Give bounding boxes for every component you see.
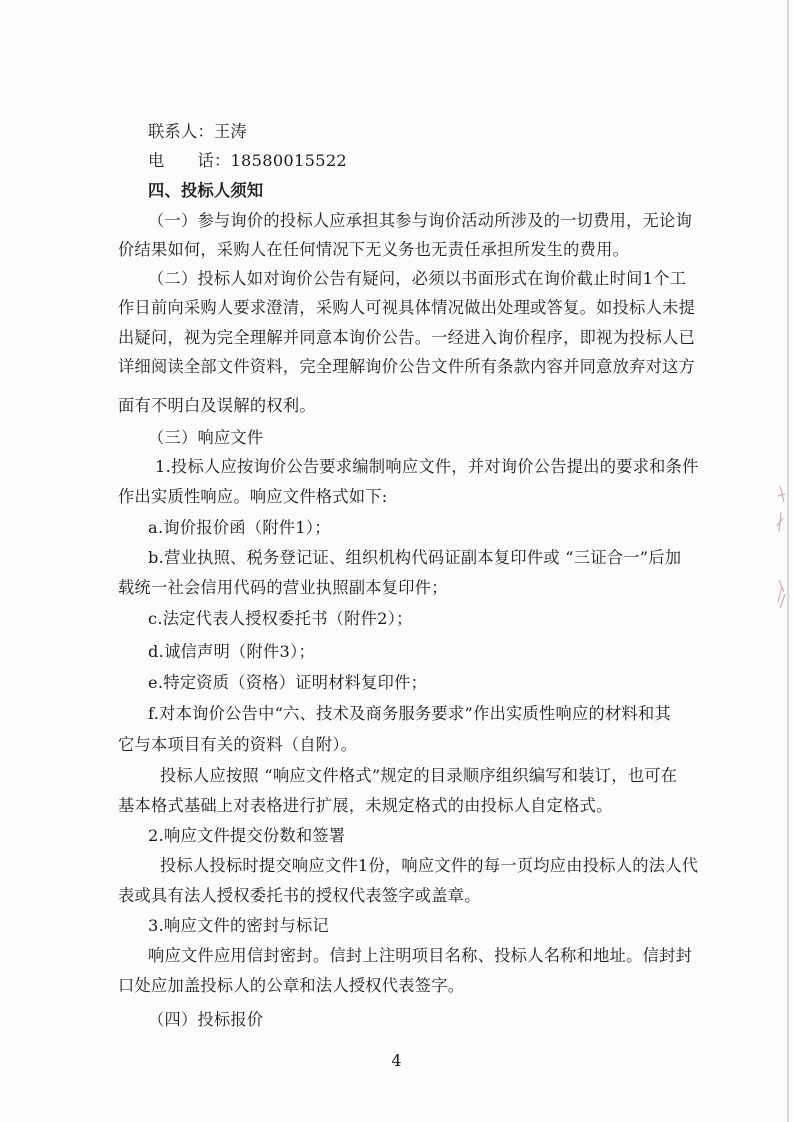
subsection-title: （四）投标报价: [148, 1010, 264, 1029]
paragraph-line: 作出实质性响应。响应文件格式如下:: [118, 487, 388, 506]
paragraph-line: 投标人应按照 “响应文件格式”规定的目录顺序组织编写和装订，也可在: [160, 766, 678, 785]
contact-person: 联系人：王涛: [148, 122, 247, 141]
paragraph-line: 1.投标人应按询价公告要求编制响应文件，并对询价公告提出的要求和条件: [155, 457, 699, 476]
paragraph-line: 投标人投标时提交响应文件1份，响应文件的每一页均应由投标人的法人代: [160, 856, 699, 875]
list-item-continuation: 它与本项目有关的资料（自附）。: [118, 735, 358, 754]
list-item: a.询价报价函（附件1）；: [148, 518, 331, 537]
paragraph-line: 响应文件应用信封密封。信封上注明项目名称、投标人名称和地址。信封封: [148, 946, 693, 965]
list-item: c.法定代表人授权委托书（附件2）；: [148, 609, 413, 628]
stamp-mark: [777, 486, 785, 532]
paragraph-line: 面有不明白及误解的权利。: [118, 396, 316, 415]
paragraph-line: 出疑问，视为完全理解并同意本询价公告。一经进入询价程序，即视为投标人已: [118, 328, 696, 347]
subsection-title: （三）响应文件: [148, 428, 264, 447]
contact-phone: [148, 153, 723, 169]
list-item: b.营业执照、税务登记证、组织机构代码证副本复印件或 “三证合一”后加: [148, 548, 682, 567]
list-item-continuation: 载统一社会信用代码的营业执照副本复印件；: [118, 578, 448, 597]
stamp-mark: [778, 580, 785, 608]
phone-number: 18580015522: [230, 151, 348, 170]
list-item: d.诚信声明（附件3）；: [148, 642, 315, 661]
stamp-trace-marks: [770, 482, 792, 612]
paragraph-line: 表或具有法人授权委托书的授权代表签字或盖章。: [118, 886, 481, 905]
section-title: 四、投标人须知: [148, 181, 264, 200]
item-title: 3.响应文件的密封与标记: [148, 916, 329, 935]
paragraph-line: 作日前向采购人要求澄清，采购人可视具体情况做出处理或答复。如投标人未提: [118, 298, 696, 317]
phone-label: 电 话：: [148, 151, 231, 170]
paragraph-line: （二）投标人如对询价公告有疑问，必须以书面形式在询价截止时间1个工: [148, 269, 687, 288]
item-title: 2.响应文件提交份数和签署: [148, 826, 346, 845]
list-item: f.对本询价公告中“六、技术及商务服务要求”作出实质性响应的材料和其: [148, 704, 671, 723]
list-item: e.特定资质（资格）证明材料复印件；: [148, 673, 428, 692]
paragraph-line: 基本格式基础上对表格进行扩展，未规定格式的由投标人自定格式。: [118, 796, 613, 815]
paragraph-line: 价结果如何，采购人在任何情况下无义务也无责任承担所发生的费用。: [118, 240, 630, 259]
paragraph-line: 口处应加盖投标人的公章和法人授权代表签字。: [118, 976, 465, 995]
page-number: 4: [391, 1051, 402, 1070]
paragraph-line: （一）参与询价的投标人应承担其参与询价活动所涉及的一切费用，无论询: [148, 211, 693, 230]
paragraph-line: 详细阅读全部文件资料，完全理解询价公告文件所有条款内容并同意放弃对这方: [118, 357, 696, 376]
